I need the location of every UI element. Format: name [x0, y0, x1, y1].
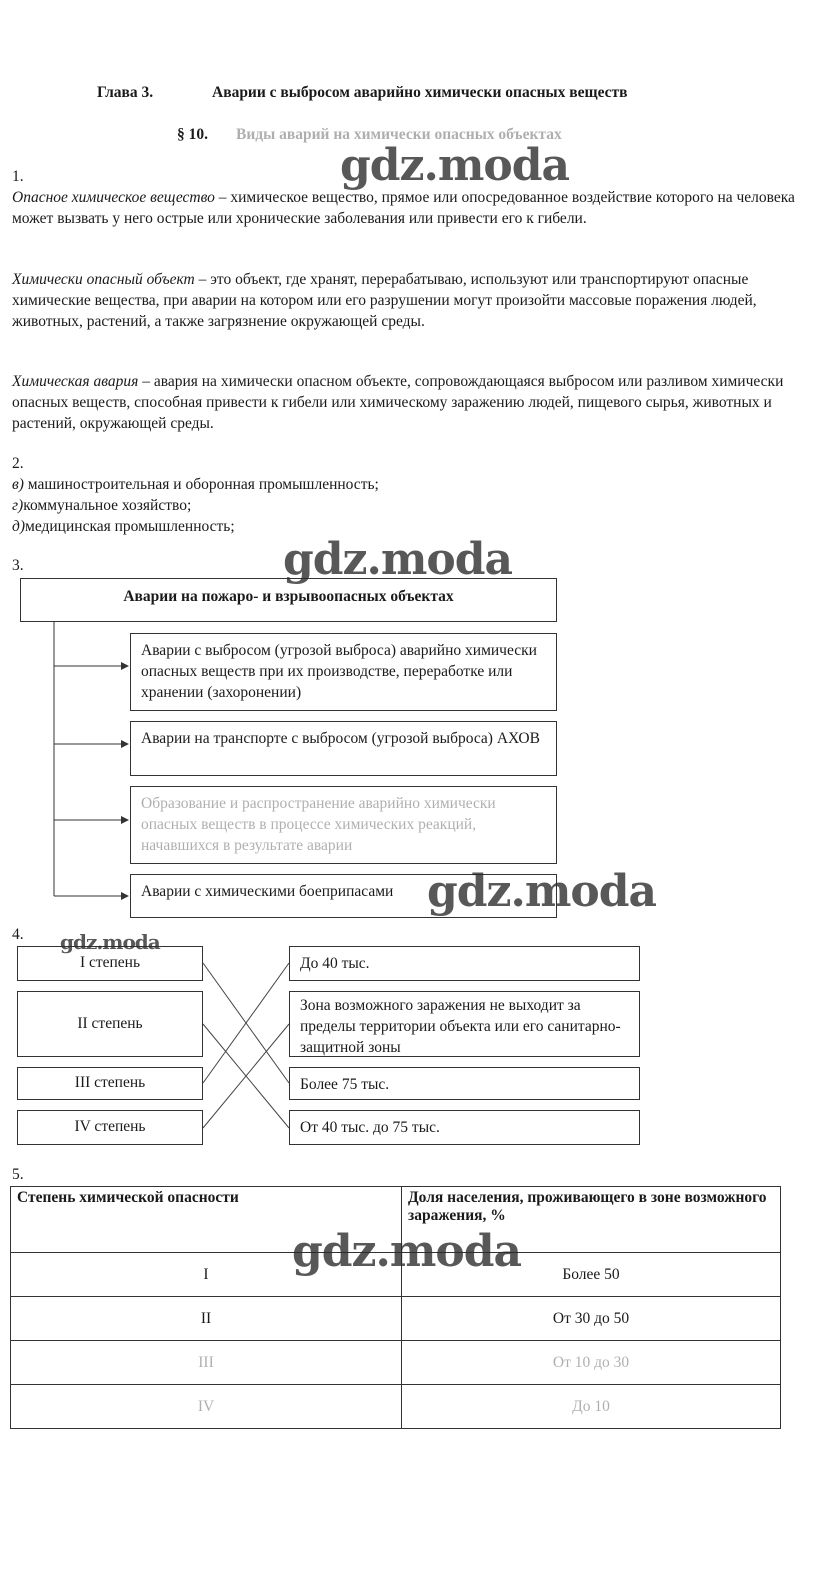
- criteria-label: Более 75 тыс.: [300, 1076, 390, 1093]
- q1-number: 1.: [12, 168, 24, 185]
- q2-number: 2.: [12, 455, 24, 472]
- flow-root-label: Аварии на пожаро- и взрывоопасных объектах: [123, 588, 454, 605]
- table-cell: До 10: [402, 1385, 781, 1429]
- criteria-label: Зона возможного заражения не выходит за пределы территории объекта или его санитарно-защитной зоны: [300, 997, 621, 1056]
- section-title: Виды аварий на химически опасных объектах: [236, 126, 562, 143]
- watermark-logo: gdz.moda: [292, 1226, 522, 1277]
- table-cell: II: [11, 1297, 402, 1341]
- degree-label: IV степень: [74, 1118, 146, 1135]
- chemical-hazard-table: [10, 1186, 781, 1429]
- table-header: Доля населения, проживающего в зоне возможного заражения, %: [402, 1187, 781, 1253]
- table-cell: IV: [11, 1385, 402, 1429]
- q4-number: 4.: [12, 926, 24, 943]
- flow-child-label: Аварии на транспорте с выбросом (угрозой выброса) АХОВ: [141, 730, 540, 747]
- definition-text: – авария на химически опасном объекте, сопровождающаяся выбросом или разливом химически опасных веществ, способная привести к гибели или химическому заражению людей, пищевого сырья, животных и растений, окружающей среды.: [12, 373, 784, 432]
- watermark-logo: gdz.moda: [427, 866, 657, 917]
- item-letter: г): [12, 497, 24, 514]
- criteria-label: До 40 тыс.: [300, 955, 370, 972]
- table-row: [11, 1341, 781, 1385]
- definition-term: Химически опасный объект: [12, 271, 195, 288]
- section-number: § 10.: [177, 126, 208, 143]
- table-header: Степень химической опасности: [11, 1187, 402, 1253]
- flow-child-label: Аварии с выбросом (угрозой выброса) аварийно химически опасных веществ при их производстве, переработке или хранении (захоронении): [141, 642, 537, 701]
- degree-label: I степень: [79, 954, 141, 971]
- item-text: машиностроительная и оборонная промышленность;: [23, 476, 379, 493]
- table-cell: III: [11, 1341, 402, 1385]
- item-letter: в): [12, 476, 24, 493]
- chapter-number: Глава 3.: [97, 84, 154, 101]
- definition-term: Опасное химическое вещество: [12, 189, 215, 206]
- definition-text: – это объект, где хранят, перерабатываю, используют или транспортируют опасные химические вещества, при аварии на котором или его разрушении могут произойти массовые поражения людей, животных, растений, а также загрязнение окружающей среды.: [12, 271, 757, 330]
- table-row: [11, 1297, 781, 1341]
- table-cell: I: [11, 1253, 402, 1297]
- chapter-title: Аварии с выбросом аварийно химически опасных веществ: [212, 84, 628, 101]
- table-cell: От 10 до 30: [402, 1341, 781, 1385]
- table-cell: Более 50: [402, 1253, 781, 1297]
- q3-number: 3.: [12, 557, 24, 574]
- q5-number: 5.: [12, 1166, 24, 1183]
- degree-label: III степень: [74, 1074, 146, 1091]
- definition-text: – химическое вещество, прямое или опосредованное воздействие которого на человека может вызвать у него острые или хронические заболевания или привести его к гибели.: [12, 189, 795, 227]
- watermark-logo: gdz.moda: [340, 140, 570, 191]
- watermark-logo: gdz.moda: [60, 930, 160, 954]
- table-row: [11, 1385, 781, 1429]
- watermark-logo: gdz.moda: [283, 534, 513, 585]
- flow-child-label: Образование и распространение аварийно химически опасных веществ в процессе химических реакций, начавшихся в результате аварии: [141, 795, 496, 854]
- degree-label: II степень: [77, 1015, 143, 1032]
- item-text: медицинская промышленность;: [25, 518, 235, 535]
- table-cell: От 30 до 50: [402, 1297, 781, 1341]
- flow-child-label: Аварии с химическими боеприпасами: [141, 883, 394, 900]
- definition-term: Химическая авария: [12, 373, 139, 390]
- item-text: коммунальное хозяйство;: [23, 497, 192, 514]
- item-letter: д): [12, 518, 26, 535]
- criteria-label: От 40 тыс. до 75 тыс.: [300, 1119, 440, 1136]
